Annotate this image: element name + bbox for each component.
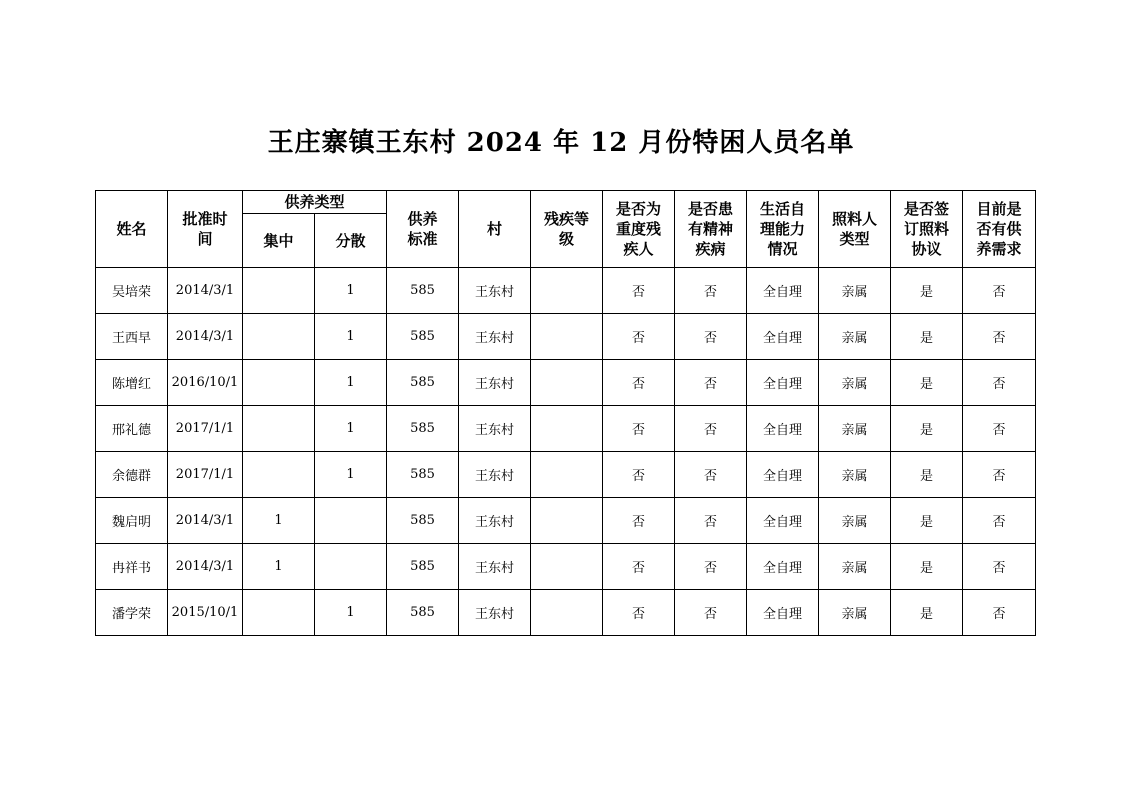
- cell-centralized: 1: [243, 498, 315, 544]
- header-care-agreement: 是否签 订照料 协议: [891, 191, 963, 268]
- cell-self-care: 全自理: [747, 498, 819, 544]
- cell-need: 否: [963, 406, 1036, 452]
- cell-need: 否: [963, 314, 1036, 360]
- cell-dispersed: 1: [315, 590, 387, 636]
- cell-caregiver: 亲属: [819, 360, 891, 406]
- cell-standard: 585: [387, 544, 459, 590]
- header-support-type: 供养类型: [243, 191, 387, 214]
- cell-self-care: 全自理: [747, 268, 819, 314]
- table-row: [96, 268, 1036, 314]
- cell-caregiver: 亲属: [819, 452, 891, 498]
- cell-disability: [531, 360, 603, 406]
- cell-centralized: [243, 406, 315, 452]
- cell-centralized: [243, 590, 315, 636]
- cell-mental: 否: [675, 314, 747, 360]
- cell-need: 否: [963, 452, 1036, 498]
- table-row: [96, 314, 1036, 360]
- header-dispersed: 分散: [315, 214, 387, 268]
- table-row: [96, 498, 1036, 544]
- cell-date: 2015/10/1: [168, 590, 243, 636]
- cell-agreement: 是: [891, 268, 963, 314]
- cell-agreement: 是: [891, 406, 963, 452]
- header-name: 姓名: [96, 191, 168, 268]
- cell-severe: 否: [603, 268, 675, 314]
- cell-caregiver: 亲属: [819, 498, 891, 544]
- cell-self-care: 全自理: [747, 590, 819, 636]
- cell-date: 2017/1/1: [168, 406, 243, 452]
- cell-self-care: 全自理: [747, 452, 819, 498]
- cell-name: 冉祥书: [96, 544, 168, 590]
- cell-agreement: 是: [891, 544, 963, 590]
- cell-dispersed: 1: [315, 406, 387, 452]
- cell-mental: 否: [675, 268, 747, 314]
- table-row: [96, 360, 1036, 406]
- cell-caregiver: 亲属: [819, 268, 891, 314]
- cell-caregiver: 亲属: [819, 544, 891, 590]
- cell-standard: 585: [387, 498, 459, 544]
- cell-need: 否: [963, 360, 1036, 406]
- cell-disability: [531, 314, 603, 360]
- cell-agreement: 是: [891, 452, 963, 498]
- cell-village: 王东村: [459, 360, 531, 406]
- cell-self-care: 全自理: [747, 314, 819, 360]
- cell-centralized: 1: [243, 544, 315, 590]
- cell-name: 吴培荣: [96, 268, 168, 314]
- roster-table: [95, 190, 1036, 636]
- cell-agreement: 是: [891, 498, 963, 544]
- cell-caregiver: 亲属: [819, 590, 891, 636]
- cell-severe: 否: [603, 590, 675, 636]
- header-standard: 供养 标准: [387, 191, 459, 268]
- cell-disability: [531, 452, 603, 498]
- header-self-care: 生活自 理能力 情况: [747, 191, 819, 268]
- cell-mental: 否: [675, 406, 747, 452]
- cell-mental: 否: [675, 452, 747, 498]
- header-severe-disabled: 是否为 重度残 疾人: [603, 191, 675, 268]
- cell-severe: 否: [603, 452, 675, 498]
- cell-disability: [531, 406, 603, 452]
- cell-name: 魏启明: [96, 498, 168, 544]
- cell-village: 王东村: [459, 406, 531, 452]
- cell-standard: 585: [387, 268, 459, 314]
- cell-disability: [531, 544, 603, 590]
- page-title: 王庄寨镇王东村 2024 年 12 月份特困人员名单: [267, 128, 855, 158]
- cell-centralized: [243, 360, 315, 406]
- cell-severe: 否: [603, 360, 675, 406]
- cell-name: 陈增红: [96, 360, 168, 406]
- cell-severe: 否: [603, 314, 675, 360]
- cell-disability: [531, 590, 603, 636]
- cell-need: 否: [963, 268, 1036, 314]
- cell-dispersed: [315, 544, 387, 590]
- cell-centralized: [243, 314, 315, 360]
- table-row: [96, 406, 1036, 452]
- cell-date: 2016/10/1: [168, 360, 243, 406]
- table-row: [96, 544, 1036, 590]
- cell-need: 否: [963, 498, 1036, 544]
- cell-caregiver: 亲属: [819, 314, 891, 360]
- cell-mental: 否: [675, 590, 747, 636]
- cell-agreement: 是: [891, 314, 963, 360]
- cell-self-care: 全自理: [747, 360, 819, 406]
- header-caregiver-type: 照料人 类型: [819, 191, 891, 268]
- cell-dispersed: 1: [315, 360, 387, 406]
- cell-centralized: [243, 268, 315, 314]
- cell-self-care: 全自理: [747, 406, 819, 452]
- cell-disability: [531, 498, 603, 544]
- cell-severe: 否: [603, 544, 675, 590]
- cell-date: 2014/3/1: [168, 544, 243, 590]
- cell-self-care: 全自理: [747, 544, 819, 590]
- cell-date: 2014/3/1: [168, 498, 243, 544]
- cell-mental: 否: [675, 498, 747, 544]
- header-mental-illness: 是否患 有精神 疾病: [675, 191, 747, 268]
- cell-severe: 否: [603, 406, 675, 452]
- header-support-need: 目前是 否有供 养需求: [963, 191, 1036, 268]
- table-row: [96, 452, 1036, 498]
- cell-dispersed: 1: [315, 314, 387, 360]
- cell-village: 王东村: [459, 498, 531, 544]
- cell-village: 王东村: [459, 452, 531, 498]
- cell-date: 2017/1/1: [168, 452, 243, 498]
- cell-dispersed: [315, 498, 387, 544]
- cell-standard: 585: [387, 314, 459, 360]
- cell-village: 王东村: [459, 268, 531, 314]
- cell-standard: 585: [387, 360, 459, 406]
- cell-dispersed: 1: [315, 452, 387, 498]
- header-village: 村: [459, 191, 531, 268]
- table-row: [96, 590, 1036, 636]
- cell-caregiver: 亲属: [819, 406, 891, 452]
- cell-standard: 585: [387, 406, 459, 452]
- cell-name: 王西早: [96, 314, 168, 360]
- cell-standard: 585: [387, 590, 459, 636]
- cell-mental: 否: [675, 360, 747, 406]
- cell-date: 2014/3/1: [168, 314, 243, 360]
- header-row: [96, 191, 1036, 214]
- cell-agreement: 是: [891, 590, 963, 636]
- cell-village: 王东村: [459, 590, 531, 636]
- cell-name: 余德群: [96, 452, 168, 498]
- cell-dispersed: 1: [315, 268, 387, 314]
- cell-date: 2014/3/1: [168, 268, 243, 314]
- cell-agreement: 是: [891, 360, 963, 406]
- cell-name: 邢礼德: [96, 406, 168, 452]
- cell-disability: [531, 268, 603, 314]
- cell-name: 潘学荣: [96, 590, 168, 636]
- header-centralized: 集中: [243, 214, 315, 268]
- cell-need: 否: [963, 544, 1036, 590]
- cell-need: 否: [963, 590, 1036, 636]
- cell-village: 王东村: [459, 314, 531, 360]
- cell-mental: 否: [675, 544, 747, 590]
- header-approval-date: 批准时 间: [168, 191, 243, 268]
- cell-severe: 否: [603, 498, 675, 544]
- cell-standard: 585: [387, 452, 459, 498]
- header-disability-level: 残疾等 级: [531, 191, 603, 268]
- cell-centralized: [243, 452, 315, 498]
- cell-village: 王东村: [459, 544, 531, 590]
